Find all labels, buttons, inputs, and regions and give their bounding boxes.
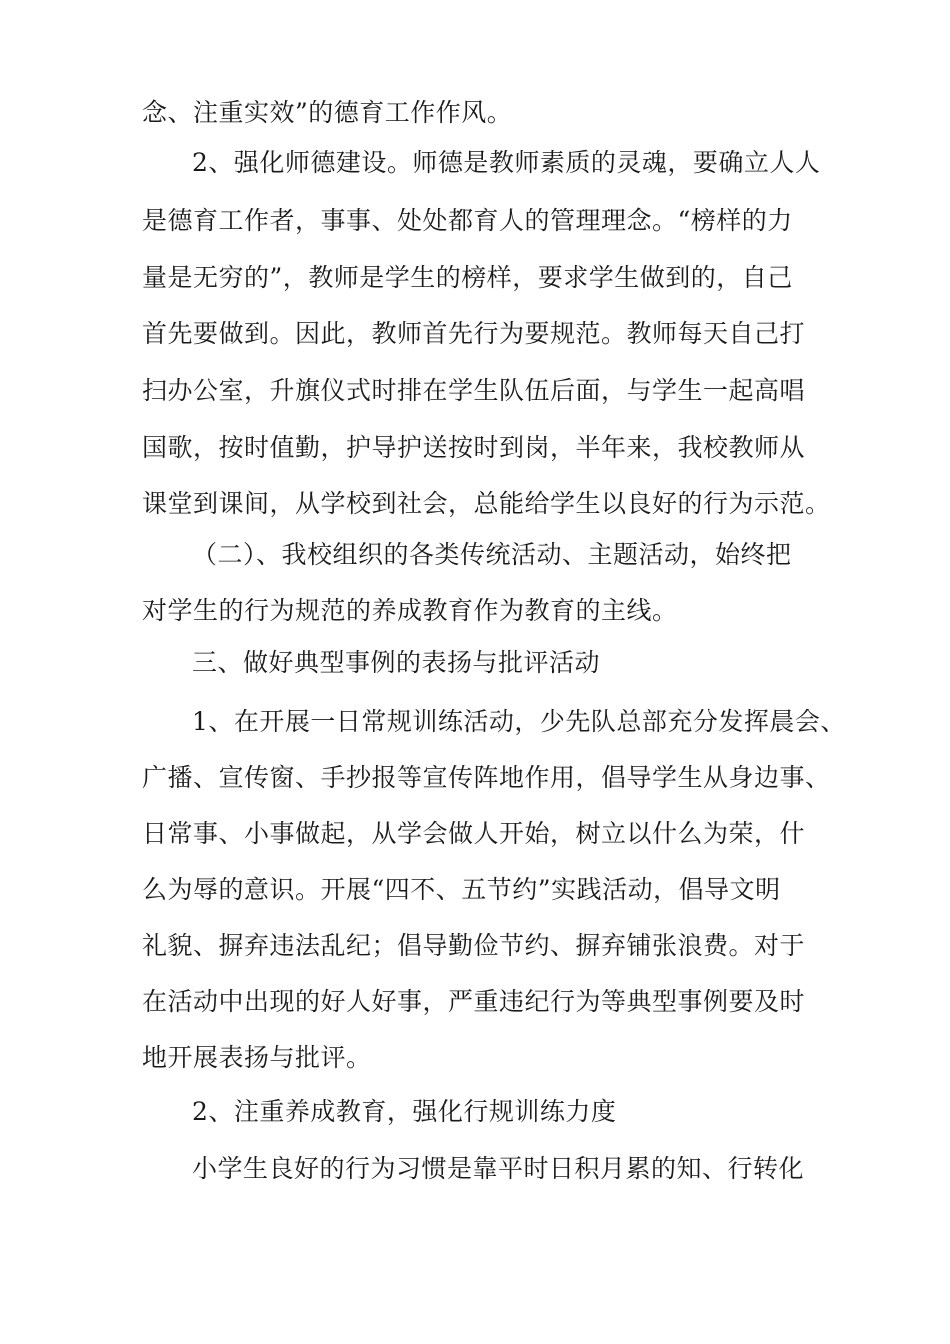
text-line: 广播、宣传窗、手抄报等宣传阵地作用，倡导学生从身边事、 [142,763,831,792]
paragraph-line: 1、在开展一日常规训练活动，少先队总部充分发挥晨会、 [192,707,846,736]
text-line: 地开展表扬与批评。 [142,1043,372,1072]
paragraph-line: 小学生良好的行为习惯是靠平时日积月累的知、行转化 [192,1154,805,1183]
text-line: 量是无穷的”，教师是学生的榜样，要求学生做到的，自己 [142,263,793,292]
text-line: 么为辱的意识。开展“四不、五节约”实践活动，倡导文明 [142,875,781,904]
text-line: 课堂到课间，从学校到社会，总能给学生以良好的行为示范。 [142,489,831,518]
text-line: 礼貌、摒弃违法乱纪；倡导勤俭节约、摒弃铺张浪费。对于 [142,931,806,960]
text-line: 念、注重实效”的德育工作作风。 [142,98,513,127]
paragraph-line: （二）、我校组织的各类传统活动、主题活动，始终把 [192,540,792,569]
text-line: 扫办公室，升旗仪式时排在学生队伍后面，与学生一起高唱 [142,376,806,405]
section-heading: 三、做好典型事例的表扬与批评活动 [192,648,601,677]
text-line: 日常事、小事做起，从学会做人开始，树立以什么为荣，什 [142,819,806,848]
text-line: 是德育工作者，事事、处处都育人的管理理念。“榜样的力 [142,206,793,235]
text-line: 国歌，按时值勤，护导护送按时到岗，半年来，我校教师从 [142,433,806,462]
paragraph-line: 2、强化师德建设。师德是教师素质的灵魂，要确立人人 [192,148,821,177]
subsection-heading: 2、注重养成教育，强化行规训练力度 [192,1097,617,1126]
text-line: 首先要做到。因此，教师首先行为要规范。教师每天自己打 [142,319,806,348]
text-line: 在活动中出现的好人好事，严重违纪行为等典型事例要及时 [142,987,806,1016]
text-line: 对学生的行为规范的养成教育作为教育的主线。 [142,596,678,625]
